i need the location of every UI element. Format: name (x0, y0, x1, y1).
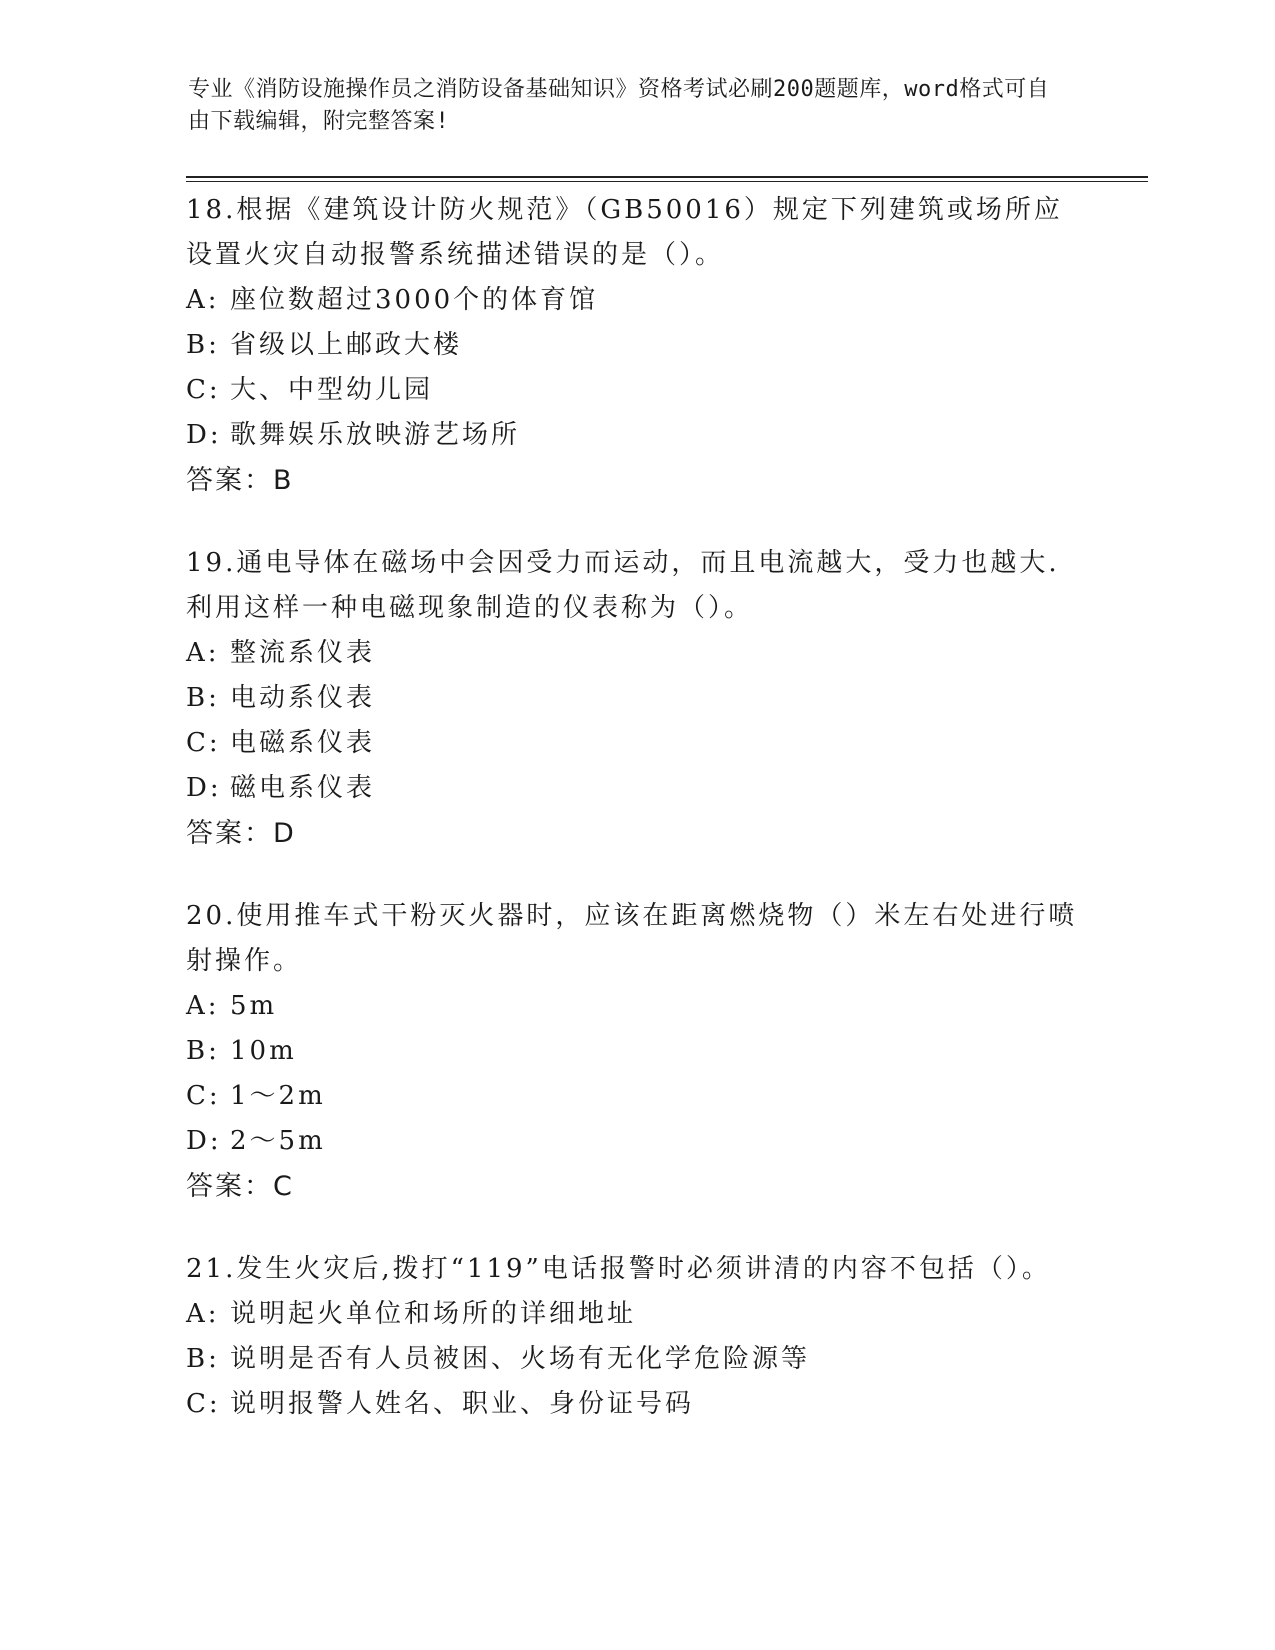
header-text: 专业《消防设施操作员之消防设备基础知识》资格考试必刷200题题库，word格式可自由下载编辑，附完整答案! (188, 77, 1050, 134)
option-text: 说明报警人姓名、职业、身份证号码 (230, 1389, 695, 1419)
option-text: 大、中型幼儿园 (230, 375, 434, 405)
option-c (186, 1074, 1086, 1119)
question-21 (186, 1247, 1086, 1427)
option-b (186, 323, 1086, 368)
header-divider (186, 176, 1148, 182)
option-key: B: (186, 1344, 220, 1374)
answer: 答案：C (186, 1171, 294, 1202)
option-key: D: (186, 420, 222, 450)
option-a (186, 278, 1086, 323)
option-key: D: (186, 773, 222, 803)
option-text: 说明起火单位和场所的详细地址 (230, 1299, 637, 1329)
option-key: B: (186, 330, 220, 360)
page-header (188, 74, 1068, 138)
option-text: 2～5m (230, 1126, 326, 1156)
option-d (186, 1119, 1086, 1164)
answer: 答案：B (186, 465, 294, 496)
option-b (186, 676, 1086, 721)
question-20 (186, 894, 1086, 1209)
option-a (186, 1292, 1086, 1337)
option-key: C: (186, 728, 221, 758)
option-a (186, 984, 1086, 1029)
option-key: B: (186, 1036, 220, 1066)
option-text: 歌舞娱乐放映游艺场所 (230, 420, 521, 450)
answer: 答案：D (186, 818, 296, 849)
option-b (186, 1029, 1086, 1074)
option-text: 10m (230, 1036, 297, 1066)
question-list (186, 188, 1086, 1465)
option-key: C: (186, 1389, 221, 1419)
option-a (186, 631, 1086, 676)
option-key: C: (186, 1081, 221, 1111)
option-text: 1～2m (230, 1081, 326, 1111)
option-text: 电磁系仪表 (230, 728, 376, 758)
option-text: 座位数超过3000个的体育馆 (230, 285, 599, 315)
option-key: C: (186, 375, 221, 405)
question-18 (186, 188, 1086, 503)
option-key: B: (186, 683, 220, 713)
option-d (186, 766, 1086, 811)
option-text: 省级以上邮政大楼 (230, 330, 463, 360)
option-b (186, 1337, 1086, 1382)
option-c (186, 721, 1086, 766)
option-text: 整流系仪表 (230, 638, 376, 668)
option-text: 5m (230, 991, 278, 1021)
option-text: 电动系仪表 (230, 683, 376, 713)
question-stem: 18.根据《建筑设计防火规范》（GB50016）规定下列建筑或场所应设置火灾自动报警系统描述错误的是（）。 (186, 195, 1063, 270)
option-key: A: (186, 285, 220, 315)
option-c (186, 368, 1086, 413)
option-c (186, 1382, 1086, 1427)
question-19 (186, 541, 1086, 856)
question-stem: 21.发生火灾后,拨打“119”电话报警时必须讲清的内容不包括（）。 (186, 1254, 1051, 1284)
question-stem: 20.使用推车式干粉灭火器时，应该在距离燃烧物（）米左右处进行喷射操作。 (186, 901, 1078, 976)
option-key: A: (186, 991, 220, 1021)
question-stem: 19.通电导体在磁场中会因受力而运动，而且电流越大，受力也越大.利用这样一种电磁现象制造的仪表称为（）。 (186, 548, 1060, 623)
option-text: 磁电系仪表 (230, 773, 376, 803)
option-text: 说明是否有人员被困、火场有无化学危险源等 (230, 1344, 811, 1374)
option-key: D: (186, 1126, 222, 1156)
option-key: A: (186, 1299, 220, 1329)
option-key: A: (186, 638, 220, 668)
option-d (186, 413, 1086, 458)
